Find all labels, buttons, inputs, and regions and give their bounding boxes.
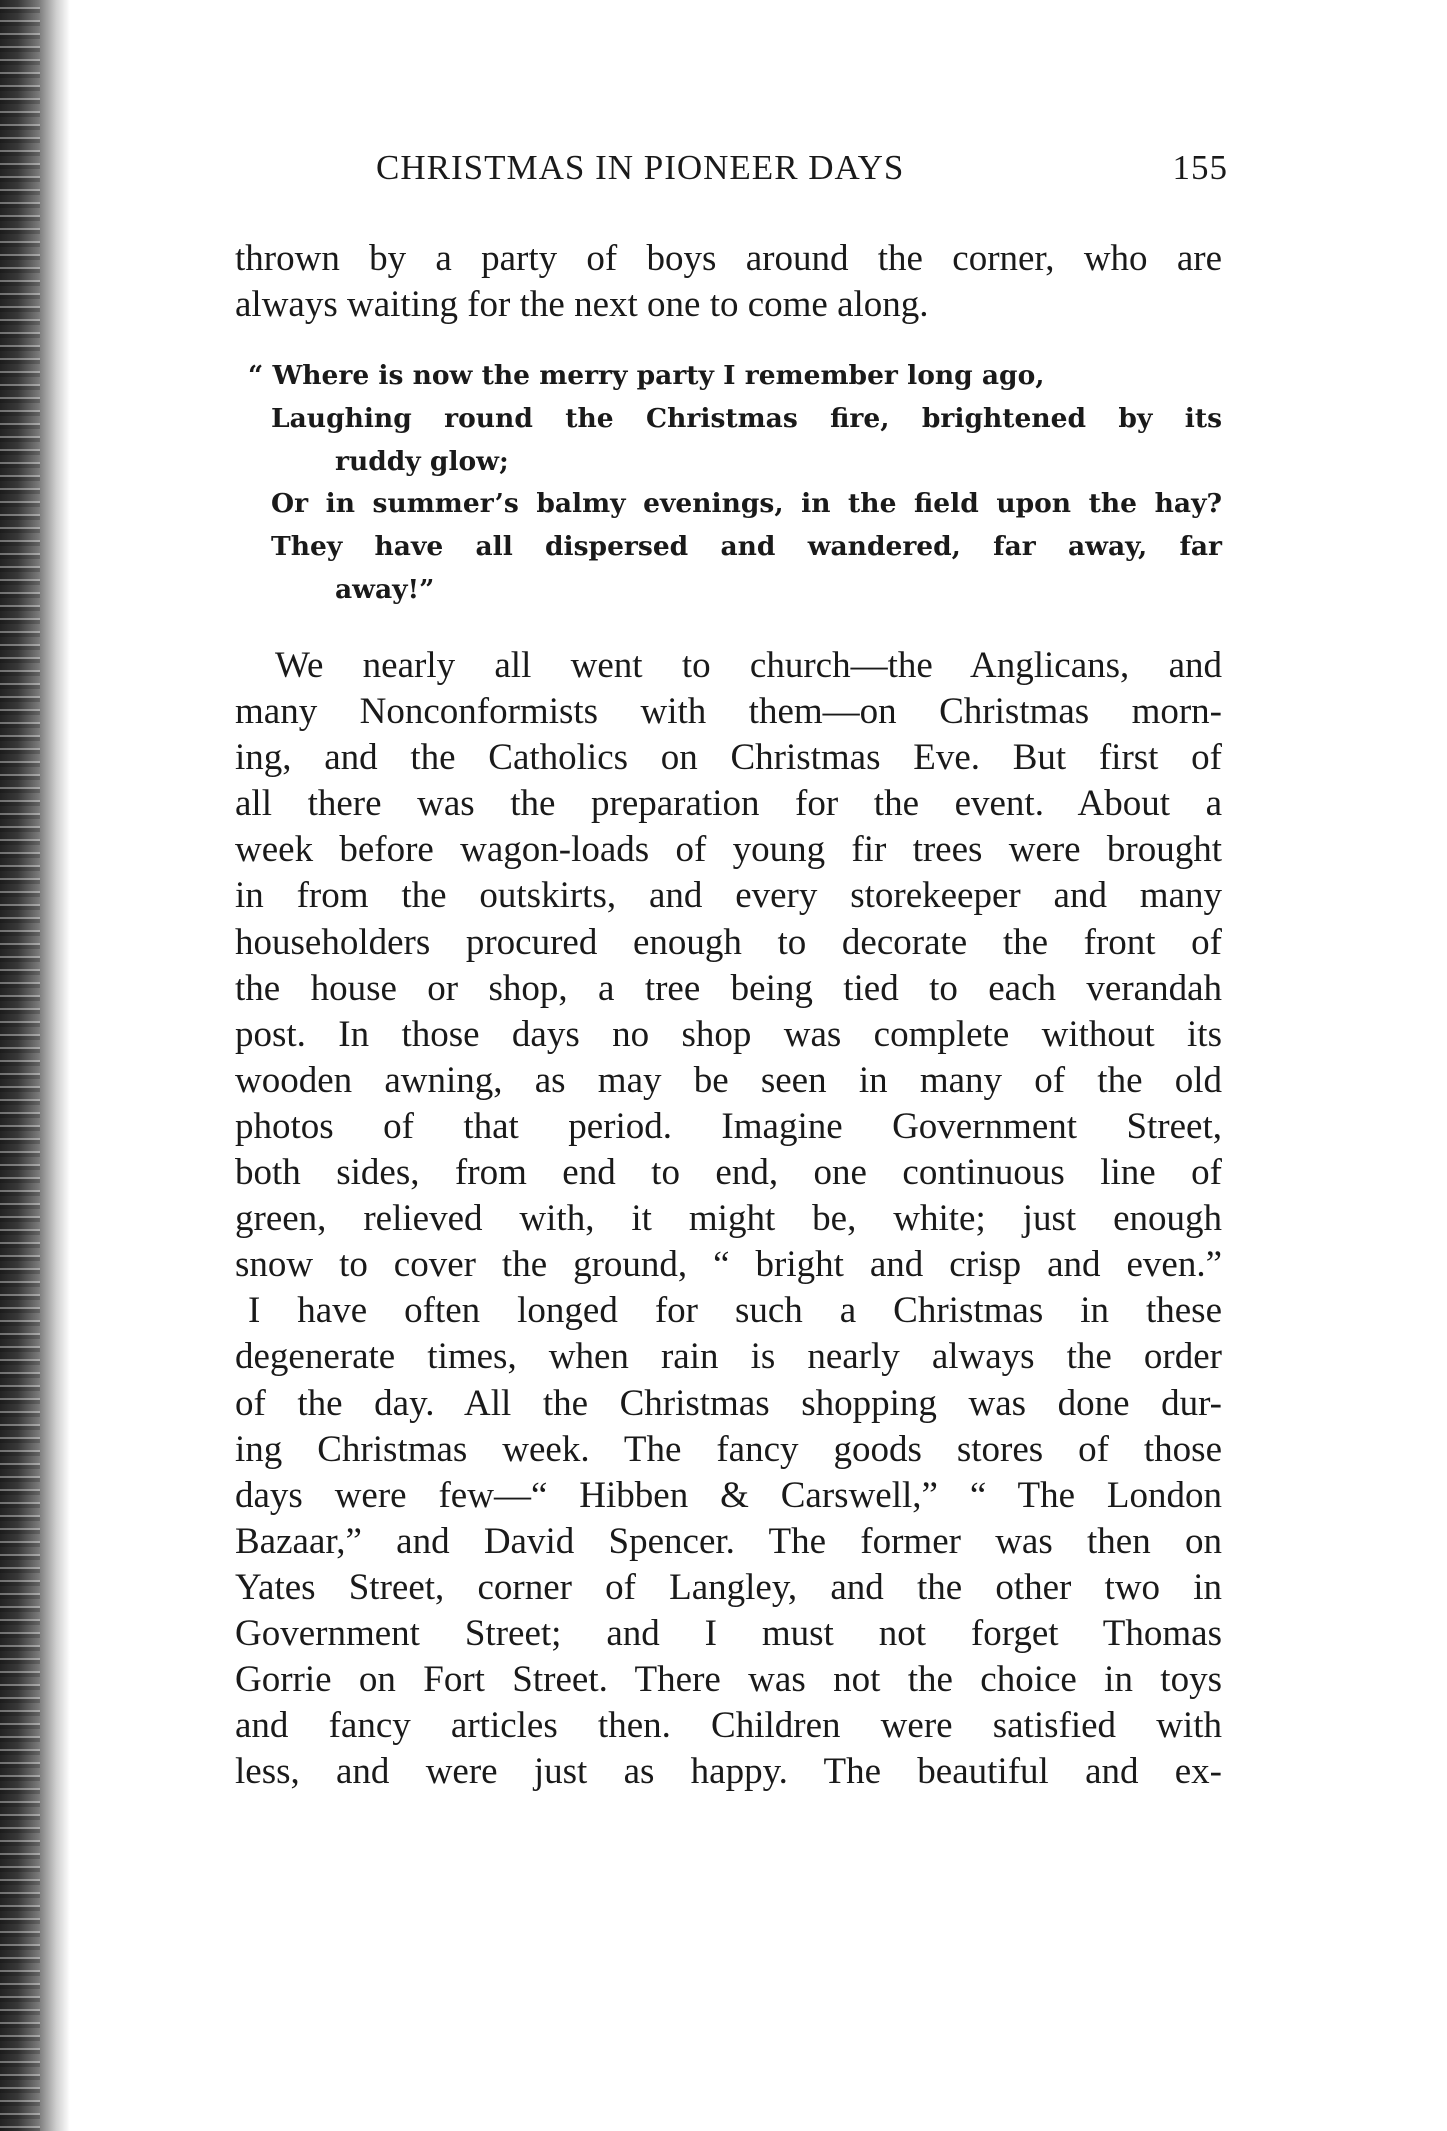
text-line: many Nonconformists with them—on Christmas morn- — [235, 691, 1222, 733]
text-line: photos of that period. Imagine Government Street, — [235, 1105, 1222, 1147]
text-line: Gorrie on Fort Street. There was not the choice in toys — [235, 1659, 1222, 1701]
text-line: both sides, from end to end, one continuous line of — [235, 1152, 1222, 1194]
poem-line: Laughing round the Christmas fire, brightened by its — [271, 402, 1222, 434]
text-line: in from the outskirts, and every storekeeper and many — [235, 875, 1222, 917]
text-line: post. In those days no shop was complete without its — [235, 1013, 1222, 1055]
text-line: Yates Street, corner of Langley, and the other two in — [235, 1566, 1222, 1608]
text-line: degenerate times, when rain is nearly always the order — [235, 1336, 1222, 1378]
text-line: ing, and the Catholics on Christmas Eve. But first of — [235, 737, 1222, 779]
running-header — [376, 148, 1228, 198]
text-line: Bazaar,” and David Spencer. The former was then on — [235, 1520, 1222, 1562]
text-line: ing Christmas week. The fancy goods stores of those — [235, 1428, 1222, 1470]
poem-line: Or in summer’s balmy evenings, in the field upon the hay? — [271, 488, 1222, 520]
text-line: and fancy articles then. Children were satisfied with — [235, 1705, 1222, 1747]
text-line: green, relieved with, it might be, white; just enough — [235, 1198, 1222, 1240]
text-line: Government Street; and I must not forget Thomas — [235, 1612, 1222, 1654]
text-line: of the day. All the Christmas shopping was done dur- — [235, 1382, 1222, 1424]
poem-quotation — [248, 355, 1222, 612]
text-line: week before wagon-loads of young fir trees were brought — [235, 829, 1222, 871]
text-line: days were few—“ Hibben & Carswell,” “ The London — [235, 1474, 1222, 1516]
intro-paragraph — [235, 236, 1222, 328]
text-line: I have often longed for such a Christmas in these — [248, 1290, 1222, 1332]
poem-line: ruddy glow; — [335, 445, 509, 477]
scan-binding-texture — [0, 0, 40, 2131]
text-line: the house or shop, a tree being tied to each verandah — [235, 967, 1222, 1009]
poem-line: away!” — [335, 573, 435, 605]
poem-line: “ Where is now the merry party I remember long ago, — [248, 360, 1045, 391]
text-line: less, and were just as happy. The beautiful and ex- — [235, 1751, 1222, 1793]
text-line: always waiting for the next one to come along. — [235, 284, 929, 326]
body-paragraphs — [235, 643, 1222, 1795]
text-line: wooden awning, as may be seen in many of the old — [235, 1059, 1222, 1101]
text-line: householders procured enough to decorate the front of — [235, 921, 1222, 963]
running-title: CHRISTMAS IN PIONEER DAYS — [376, 148, 905, 187]
page-number: 155 — [1172, 148, 1228, 187]
poem-line: They have all dispersed and wandered, far away, far — [271, 531, 1222, 563]
text-line: all there was the preparation for the event. About a — [235, 783, 1222, 825]
text-line: We nearly all went to church—the Anglicans, and — [275, 645, 1222, 686]
text-line: thrown by a party of boys around the corner, who are — [235, 238, 1222, 279]
text-line: snow to cover the ground, “ bright and crisp and even.” — [235, 1244, 1222, 1286]
